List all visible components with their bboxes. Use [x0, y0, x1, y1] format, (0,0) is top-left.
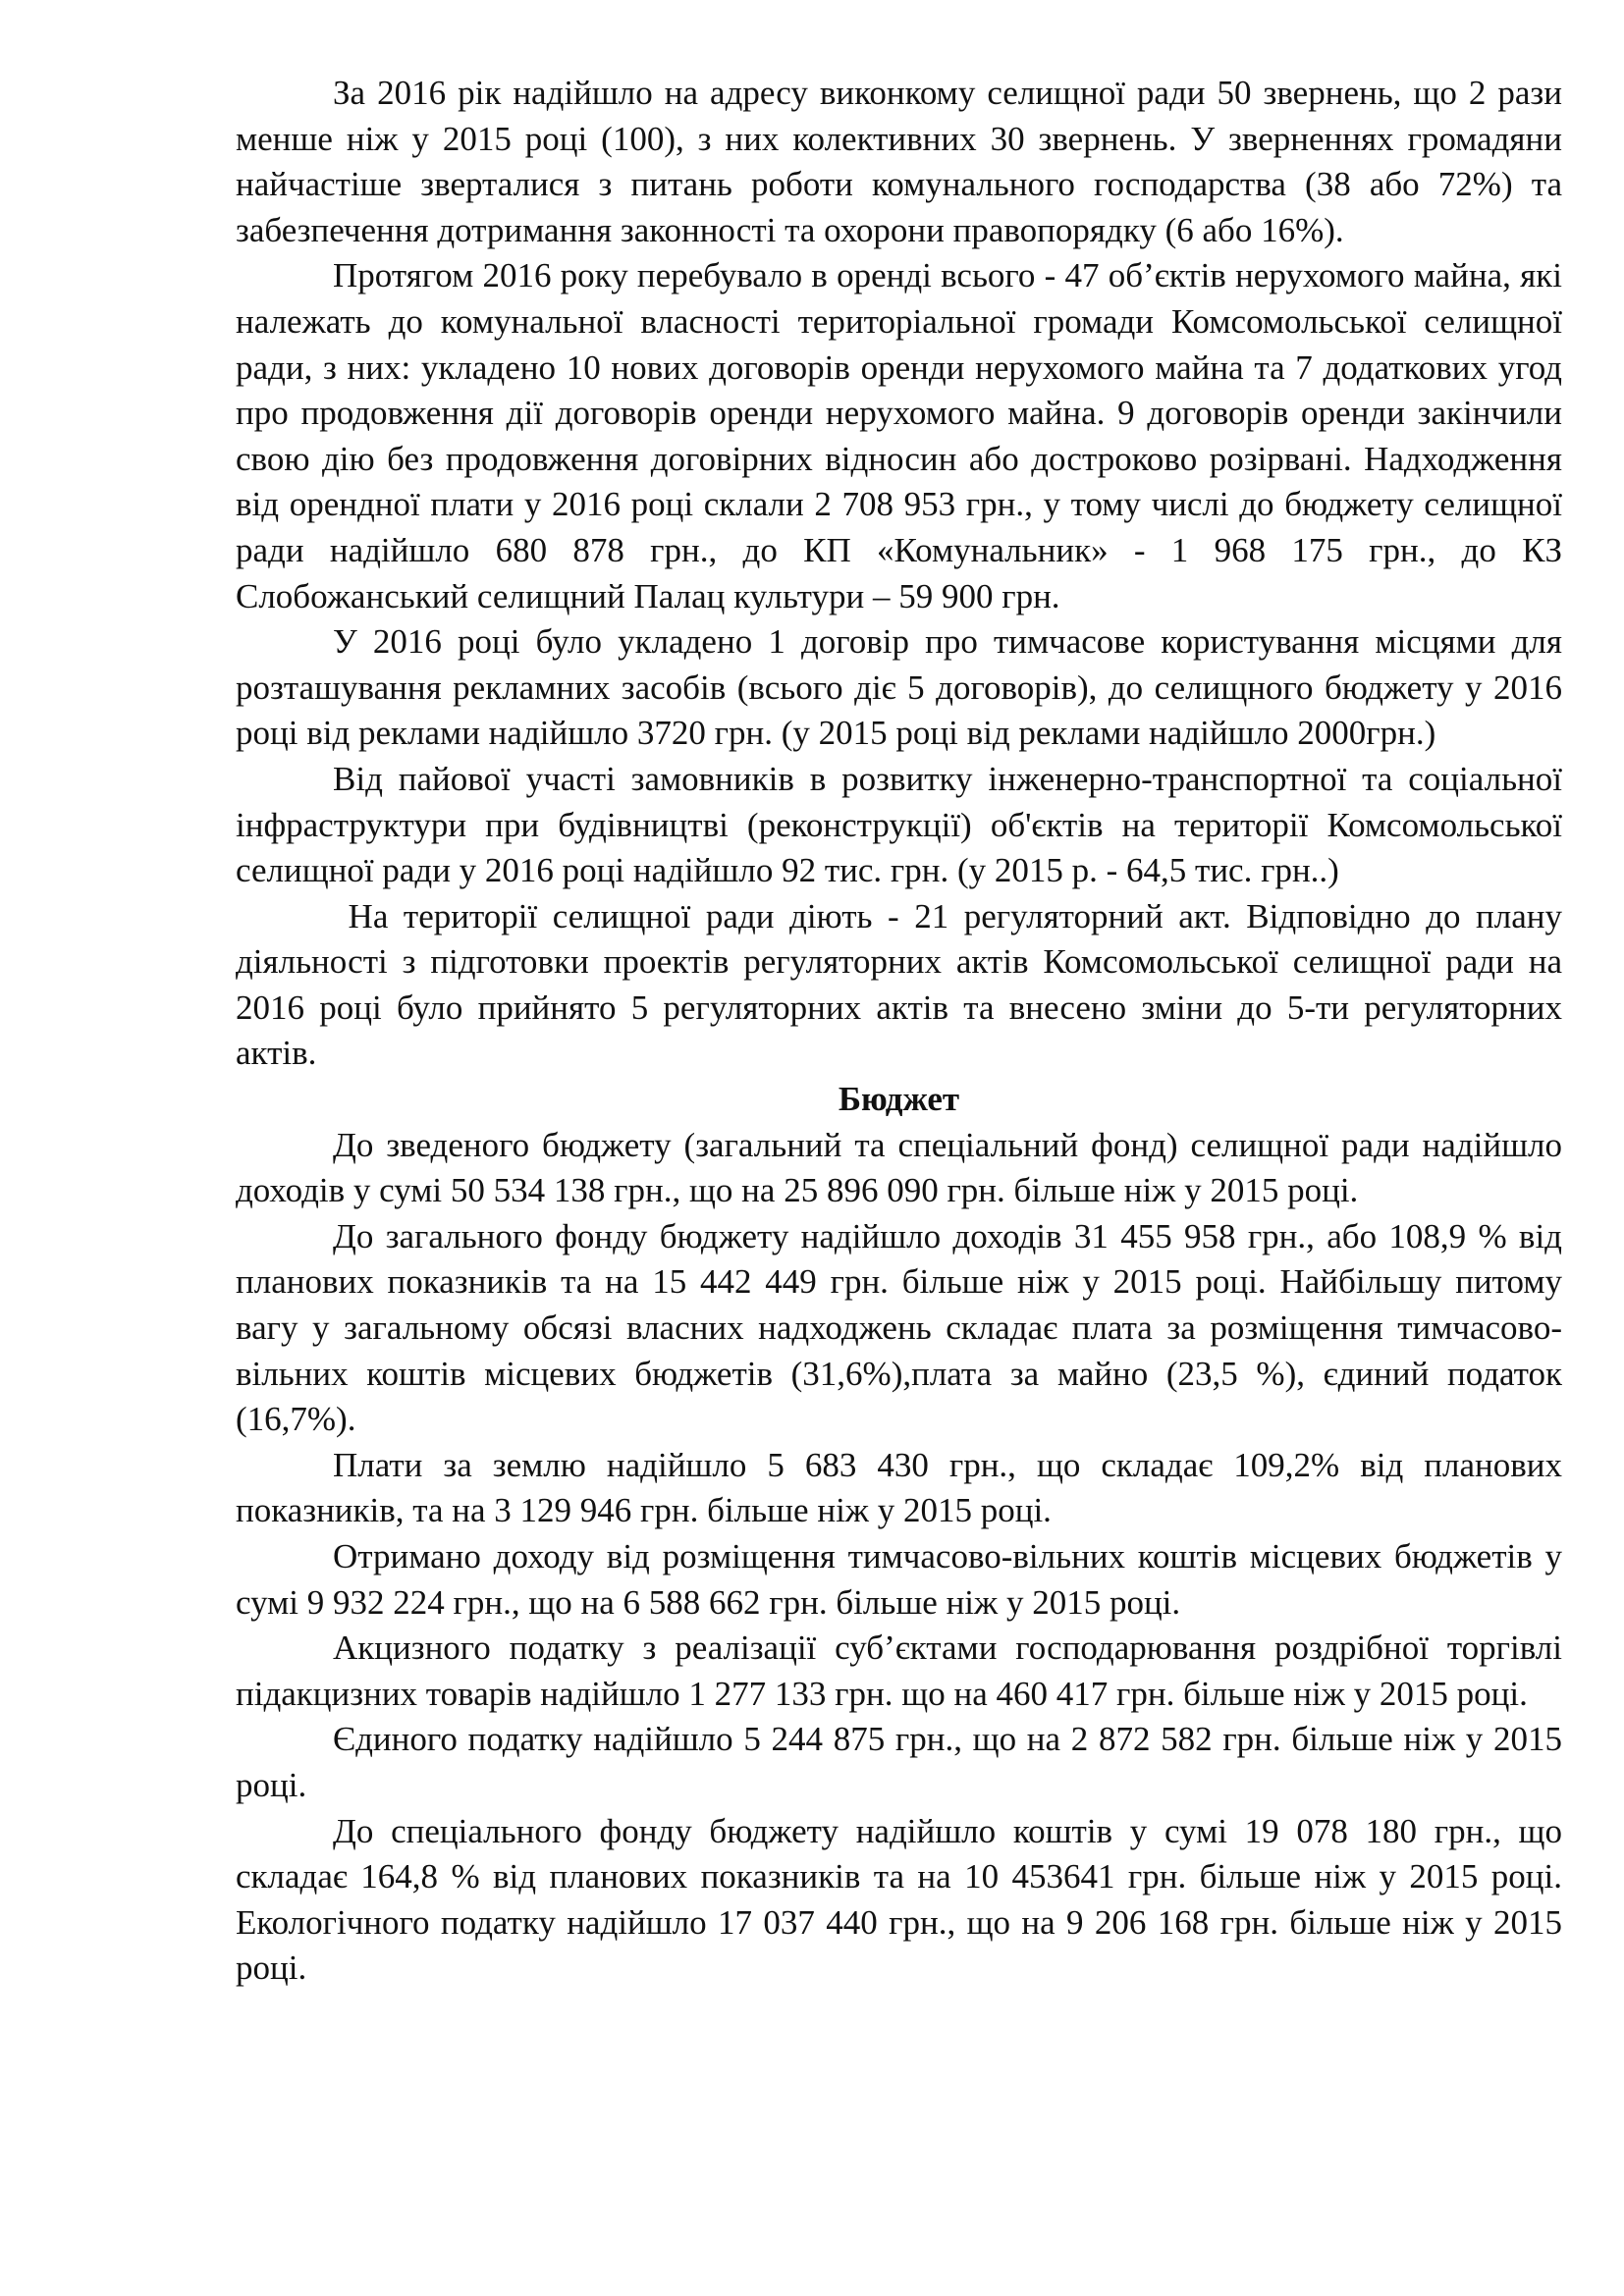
section-heading-budget: Бюджет: [838, 1080, 960, 1119]
paragraph-excise-tax: Акцизного податку з реалізації суб’єктами господарювання роздрібної торгівлі підакцизних товарів надійшло 1 277 133 грн. що на 460 417 грн. більше ніж у 2015 році.: [236, 1629, 1562, 1713]
paragraph-property-lease: Протягом 2016 року перебувало в оренді всього - 47 об’єктів нерухомого майна, які належать до комунальної власності територіальної громади Комсомольської селищної ради, з них: укладено 10 нових договорів оренди нерухомого майна та 7 додаткових угод про продовження дії договорів оренди нерухомого майна. 9 договорів оренди закінчили свою дію без продовження договірних відносин або достроково розірвані. Надходження від орендної плати у 2016 році склали 2 708 953 грн., у тому числі до бюджету селищної ради надійшло 680 878 грн., до КП «Комунальник» - 1 968 175 грн., до КЗ Слобожанський селищний Палац культури – 59 900 грн.: [236, 256, 1562, 615]
paragraph-general-fund: До загального фонду бюджету надійшло доходів 31 455 958 грн., або 108,9 % від планових показників та на 15 442 449 грн. більше ніж у 2015 році. Найбільшу питому вагу у загальному обсязі власних надходжень складає плата за розміщення тимчасово-вільних коштів місцевих бюджетів (31,6%),плата за майно (23,5 %), єдиний податок (16,7%).: [236, 1216, 1562, 1439]
paragraph-land-payment: Плати за землю надійшло 5 683 430 грн., що складає 109,2% від планових показників, та на 3 129 946 грн. більше ніж у 2015 році.: [236, 1445, 1562, 1530]
paragraph-deposit-income: Отримано доходу від розміщення тимчасово-вільних коштів місцевих бюджетів у сумі 9 932 224 грн., що на 6 588 662 грн. більше ніж у 2015 році.: [236, 1537, 1562, 1622]
paragraph-single-tax: Єдиного податку надійшло 5 244 875 грн., що на 2 872 582 грн. більше ніж у 2015 році.: [236, 1720, 1562, 1804]
paragraph-consolidated-budget: До зведеного бюджету (загальний та спеціальний фонд) селищної ради надійшло доходів у сумі 50 534 138 грн., що на 25 896 090 грн. більше ніж у 2015 році.: [236, 1125, 1562, 1210]
paragraph-shared-participation: Від пайової участі замовників в розвитку інженерно-транспортної та соціальної інфраструктури при будівництві (реконструкції) об'єктів на території Комсомольської селищної ради у 2016 році надійшло 92 тис. грн. (у 2015 р. - 64,5 тис. грн..): [236, 759, 1562, 890]
paragraph-advertising: У 2016 році було укладено 1 договір про тимчасове користування місцями для розташування рекламних засобів (всього діє 5 договорів), до селищного бюджету у 2016 році від реклами надійшло 3720 грн. (у 2015 році від реклами надійшло 2000грн.): [236, 622, 1562, 753]
paragraph-regulatory-acts: На території селищної ради діють - 21 регуляторний акт. Відповідно до плану діяльності з підготовки проектів регуляторних актів Комсомольської селищної ради на 2016 році було прийнято 5 регуляторних актів та внесено зміни до 5-ти регуляторних актів.: [236, 896, 1580, 1073]
paragraph-appeals: За 2016 рік надійшло на адресу виконкому селищної ради 50 звернень, що 2 рази менше ніж у 2015 році (100), з них колективних 30 звернень. У зверненнях громадяни найчастіше зверталися з питань роботи комунального господарства (38 або 72%) та забезпечення дотримання законності та охорони правопорядку (6 або 16%).: [236, 74, 1562, 249]
paragraph-special-fund: До спеціального фонду бюджету надійшло коштів у сумі 19 078 180 грн., що складає 164,8 % від планових показників та на 10 453641 грн. більше ніж у 2015 році. Екологічного податку надійшло 17 037 440 грн., що на 9 206 168 грн. більше ніж у 2015 році.: [236, 1811, 1562, 1988]
document-page: [236, 71, 1580, 1992]
